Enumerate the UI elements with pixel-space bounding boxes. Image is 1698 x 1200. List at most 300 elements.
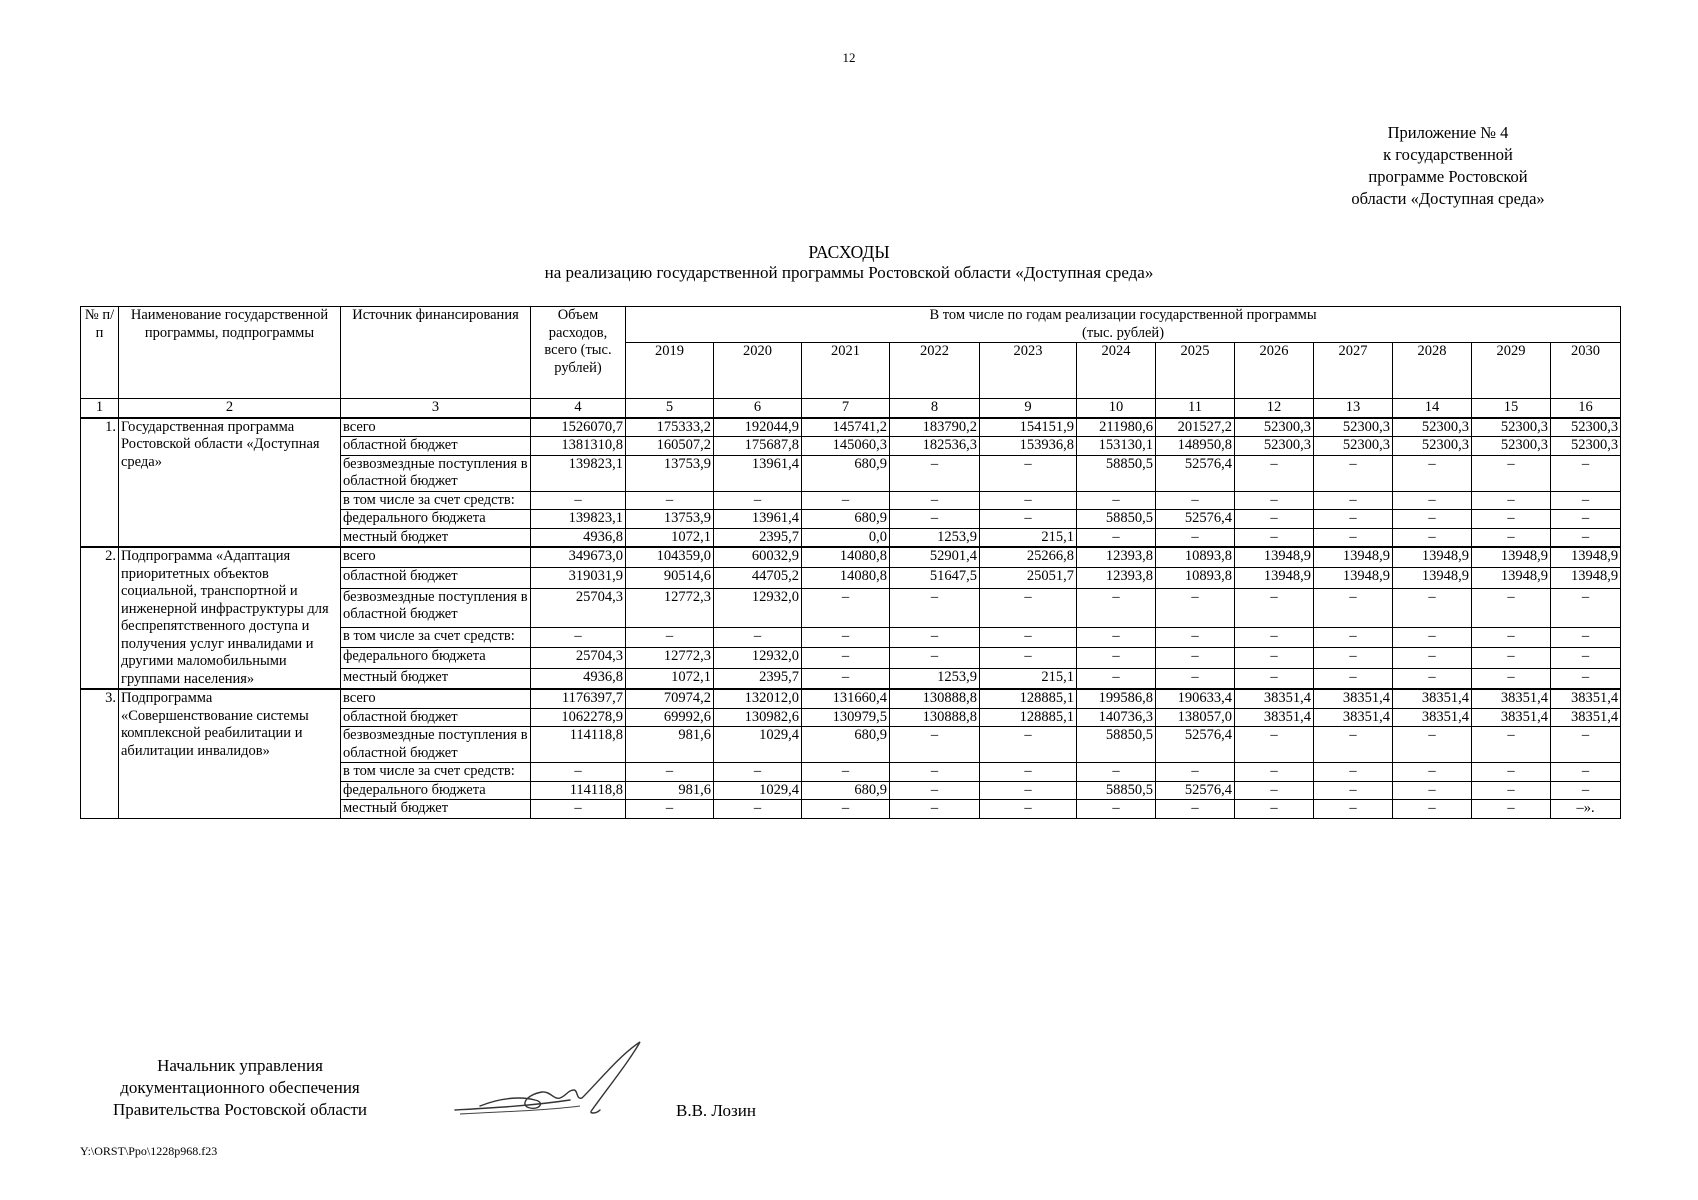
column-number: 3 [341, 399, 531, 418]
value-cell: 52300,3 [1314, 437, 1393, 456]
value-cell: – [626, 628, 714, 648]
signer-title [80, 1055, 400, 1121]
value-cell: 680,9 [802, 510, 890, 529]
value-cell: 58850,5 [1077, 455, 1156, 491]
value-cell: 13948,9 [1393, 547, 1472, 568]
value-cell: – [714, 628, 802, 648]
header-year: 2025 [1156, 343, 1235, 399]
value-cell: 1072,1 [626, 528, 714, 547]
value-cell: 58850,5 [1077, 510, 1156, 529]
header-year: 2022 [890, 343, 980, 399]
column-number: 7 [802, 399, 890, 418]
value-cell: 114118,8 [531, 727, 626, 763]
header-year: 2027 [1314, 343, 1393, 399]
value-cell: – [714, 800, 802, 819]
value-cell: – [1314, 648, 1393, 668]
value-cell: – [1235, 781, 1314, 800]
value-cell: 154151,9 [980, 418, 1077, 437]
funding-source: в том числе за счет средств: [341, 628, 531, 648]
value-cell: – [531, 628, 626, 648]
appendix-line: Приложение № 4 [1387, 123, 1509, 142]
value-cell: – [1393, 628, 1472, 648]
value-cell: 981,6 [626, 727, 714, 763]
value-cell: 52300,3 [1551, 437, 1621, 456]
value-cell: – [890, 588, 980, 627]
value-cell: 52901,4 [890, 547, 980, 568]
signer-title-line: документационного обеспечения [120, 1078, 360, 1097]
value-cell: – [1472, 668, 1551, 689]
column-number: 1 [81, 399, 119, 418]
header-year: 2024 [1077, 343, 1156, 399]
column-number: 6 [714, 399, 802, 418]
value-cell: – [890, 648, 980, 668]
value-cell: – [1472, 510, 1551, 529]
program-name: Государственная программа Ростовской области «Доступная среда» [119, 418, 341, 548]
value-cell: 90514,6 [626, 568, 714, 588]
value-cell: 12932,0 [714, 648, 802, 668]
value-cell: 2395,7 [714, 528, 802, 547]
value-cell: 190633,4 [1156, 689, 1235, 708]
value-cell: 38351,4 [1393, 708, 1472, 727]
value-cell: 131660,4 [802, 689, 890, 708]
handwritten-signature [450, 1040, 650, 1120]
value-cell: 13961,4 [714, 510, 802, 529]
value-cell: – [1393, 491, 1472, 510]
funding-source: безвозмездные поступления в областной бюджет [341, 455, 531, 491]
value-cell: – [1314, 727, 1393, 763]
appendix-line: области «Доступная среда» [1351, 189, 1545, 208]
value-cell: 25051,7 [980, 568, 1077, 588]
value-cell: – [1235, 628, 1314, 648]
header-total: Объем расходов, всего (тыс. рублей) [531, 307, 626, 399]
program-number: 2. [81, 547, 119, 689]
value-cell: 52576,4 [1156, 455, 1235, 491]
value-cell: 199586,8 [1077, 689, 1156, 708]
value-cell: – [1077, 763, 1156, 782]
value-cell: – [1393, 588, 1472, 627]
value-cell: 1176397,7 [531, 689, 626, 708]
value-cell: – [890, 781, 980, 800]
value-cell: – [1551, 763, 1621, 782]
value-cell: – [1156, 800, 1235, 819]
value-cell: 60032,9 [714, 547, 802, 568]
value-cell: – [1235, 491, 1314, 510]
value-cell: 52576,4 [1156, 781, 1235, 800]
value-cell: – [1472, 628, 1551, 648]
column-number: 2 [119, 399, 341, 418]
value-cell: – [1393, 510, 1472, 529]
value-cell: 38351,4 [1472, 708, 1551, 727]
value-cell: – [890, 727, 980, 763]
value-cell: – [1156, 588, 1235, 627]
value-cell: 52576,4 [1156, 727, 1235, 763]
program-name: Подпрограмма «Адаптация приоритетных объектов социальной, транспортной и инженерной инфраструктуры для беспрепятственного доступа и получения услуг инвалидами и другими маломобильными группами населения» [119, 547, 341, 689]
program-number: 1. [81, 418, 119, 548]
value-cell: – [1551, 510, 1621, 529]
value-cell: 680,9 [802, 455, 890, 491]
program-number: 3. [81, 689, 119, 818]
value-cell: 349673,0 [531, 547, 626, 568]
value-cell: 58850,5 [1077, 727, 1156, 763]
column-number: 5 [626, 399, 714, 418]
value-cell: 13948,9 [1551, 568, 1621, 588]
value-cell: 1062278,9 [531, 708, 626, 727]
value-cell: – [802, 491, 890, 510]
value-cell: – [626, 491, 714, 510]
value-cell: – [980, 781, 1077, 800]
value-cell: – [1235, 588, 1314, 627]
funding-source: безвозмездные поступления в областной бюджет [341, 588, 531, 627]
value-cell: – [1156, 763, 1235, 782]
value-cell: – [1393, 800, 1472, 819]
value-cell: – [1314, 628, 1393, 648]
value-cell: – [980, 727, 1077, 763]
value-cell: 104359,0 [626, 547, 714, 568]
value-cell: – [1077, 628, 1156, 648]
funding-source: в том числе за счет средств: [341, 491, 531, 510]
value-cell: – [1156, 668, 1235, 689]
funding-source: областной бюджет [341, 437, 531, 456]
header-year: 2020 [714, 343, 802, 399]
value-cell: 38351,4 [1314, 708, 1393, 727]
value-cell: – [1472, 727, 1551, 763]
value-cell: 1072,1 [626, 668, 714, 689]
value-cell: 13753,9 [626, 510, 714, 529]
value-cell: – [980, 628, 1077, 648]
value-cell: – [890, 800, 980, 819]
value-cell: 10893,8 [1156, 547, 1235, 568]
value-cell: – [1472, 588, 1551, 627]
value-cell: – [1393, 781, 1472, 800]
column-number: 13 [1314, 399, 1393, 418]
value-cell: – [626, 800, 714, 819]
value-cell: –». [1551, 800, 1621, 819]
value-cell: 680,9 [802, 727, 890, 763]
header-year: 2029 [1472, 343, 1551, 399]
funding-source: всего [341, 547, 531, 568]
table-body [81, 418, 1621, 819]
value-cell: 12393,8 [1077, 568, 1156, 588]
value-cell: – [531, 491, 626, 510]
header-year: 2030 [1551, 343, 1621, 399]
value-cell: – [802, 668, 890, 689]
value-cell: – [890, 491, 980, 510]
value-cell: – [802, 763, 890, 782]
value-cell: – [1156, 628, 1235, 648]
value-cell: 145741,2 [802, 418, 890, 437]
value-cell: – [1551, 455, 1621, 491]
value-cell: – [802, 628, 890, 648]
value-cell: – [1235, 668, 1314, 689]
value-cell: – [1314, 588, 1393, 627]
value-cell: 4936,8 [531, 528, 626, 547]
value-cell: 182536,3 [890, 437, 980, 456]
value-cell: 12772,3 [626, 648, 714, 668]
value-cell: 153936,8 [980, 437, 1077, 456]
value-cell: 153130,1 [1077, 437, 1156, 456]
value-cell: – [1551, 491, 1621, 510]
value-cell: – [1472, 800, 1551, 819]
value-cell: 201527,2 [1156, 418, 1235, 437]
value-cell: – [1314, 668, 1393, 689]
value-cell: – [980, 491, 1077, 510]
expenses-table [80, 306, 1621, 819]
value-cell: 13948,9 [1314, 568, 1393, 588]
value-cell: – [1551, 648, 1621, 668]
column-number: 14 [1393, 399, 1472, 418]
value-cell: 52300,3 [1393, 418, 1472, 437]
value-cell: 38351,4 [1472, 689, 1551, 708]
value-cell: – [980, 763, 1077, 782]
value-cell: 52300,3 [1551, 418, 1621, 437]
signer-title-line: Правительства Ростовской области [113, 1100, 367, 1119]
signer-name: В.В. Лозин [676, 1101, 756, 1120]
value-cell: 1029,4 [714, 781, 802, 800]
value-cell: – [1314, 763, 1393, 782]
value-cell: 52576,4 [1156, 510, 1235, 529]
column-number: 11 [1156, 399, 1235, 418]
value-cell: 38351,4 [1551, 689, 1621, 708]
value-cell: 145060,3 [802, 437, 890, 456]
funding-source: безвозмездные поступления в областной бюджет [341, 727, 531, 763]
table-row [81, 418, 1621, 437]
value-cell: 680,9 [802, 781, 890, 800]
value-cell: 25266,8 [980, 547, 1077, 568]
value-cell: – [1235, 763, 1314, 782]
value-cell: 139823,1 [531, 510, 626, 529]
value-cell: 38351,4 [1235, 708, 1314, 727]
funding-source: федерального бюджета [341, 648, 531, 668]
value-cell: – [1077, 668, 1156, 689]
value-cell: – [1472, 491, 1551, 510]
value-cell: 13961,4 [714, 455, 802, 491]
funding-source: всего [341, 689, 531, 708]
value-cell: – [531, 763, 626, 782]
file-path: Y:\ORST\Ppo\1228p968.f23 [80, 1144, 218, 1158]
value-cell: 12772,3 [626, 588, 714, 627]
header-years-group [626, 307, 1621, 343]
value-cell: 69992,6 [626, 708, 714, 727]
column-number: 15 [1472, 399, 1551, 418]
value-cell: – [1077, 800, 1156, 819]
value-cell: 1381310,8 [531, 437, 626, 456]
value-cell: 175333,2 [626, 418, 714, 437]
value-cell: – [980, 510, 1077, 529]
value-cell: 114118,8 [531, 781, 626, 800]
value-cell: 4936,8 [531, 668, 626, 689]
signer-title-line: Начальник управления [157, 1056, 323, 1075]
appendix-line: к государственной [1383, 145, 1513, 164]
document-title: РАСХОДЫ [808, 242, 890, 262]
value-cell: – [1393, 763, 1472, 782]
header-num: № п/п [81, 307, 119, 399]
value-cell: – [1077, 491, 1156, 510]
value-cell: 14080,8 [802, 568, 890, 588]
value-cell: 130982,6 [714, 708, 802, 727]
value-cell: 140736,3 [1077, 708, 1156, 727]
table-row [81, 689, 1621, 708]
value-cell: 13948,9 [1235, 547, 1314, 568]
column-number: 10 [1077, 399, 1156, 418]
value-cell: – [1314, 781, 1393, 800]
value-cell: – [1235, 727, 1314, 763]
header-year: 2023 [980, 343, 1077, 399]
value-cell: – [1472, 781, 1551, 800]
value-cell: – [1393, 668, 1472, 689]
value-cell: 13948,9 [1472, 547, 1551, 568]
value-cell: – [1314, 491, 1393, 510]
value-cell: 981,6 [626, 781, 714, 800]
value-cell: – [714, 491, 802, 510]
funding-source: федерального бюджета [341, 510, 531, 529]
value-cell: 130888,8 [890, 689, 980, 708]
header-year: 2026 [1235, 343, 1314, 399]
value-cell: – [1235, 510, 1314, 529]
value-cell: 139823,1 [531, 455, 626, 491]
column-number: 16 [1551, 399, 1621, 418]
value-cell: 192044,9 [714, 418, 802, 437]
value-cell: – [890, 763, 980, 782]
value-cell: – [1393, 528, 1472, 547]
value-cell: 215,1 [980, 528, 1077, 547]
value-cell: – [1235, 528, 1314, 547]
value-cell: – [802, 588, 890, 627]
value-cell: – [980, 648, 1077, 668]
value-cell: – [980, 588, 1077, 627]
value-cell: – [1551, 668, 1621, 689]
value-cell: – [1235, 648, 1314, 668]
value-cell: 183790,2 [890, 418, 980, 437]
value-cell: 215,1 [980, 668, 1077, 689]
value-cell: – [1077, 648, 1156, 668]
value-cell: – [1551, 628, 1621, 648]
value-cell: – [1156, 648, 1235, 668]
funding-source: местный бюджет [341, 668, 531, 689]
funding-source: в том числе за счет средств: [341, 763, 531, 782]
header-year: 2028 [1393, 343, 1472, 399]
value-cell: – [531, 800, 626, 819]
value-cell: 13948,9 [1393, 568, 1472, 588]
header-years-unit: (тыс. рублей) [1082, 324, 1165, 341]
funding-source: всего [341, 418, 531, 437]
value-cell: 10893,8 [1156, 568, 1235, 588]
value-cell: – [626, 763, 714, 782]
value-cell: 58850,5 [1077, 781, 1156, 800]
value-cell: 2395,7 [714, 668, 802, 689]
value-cell: 0,0 [802, 528, 890, 547]
value-cell: 52300,3 [1235, 437, 1314, 456]
value-cell: 175687,8 [714, 437, 802, 456]
value-cell: – [1235, 800, 1314, 819]
column-number: 12 [1235, 399, 1314, 418]
value-cell: – [1472, 528, 1551, 547]
table-row [81, 547, 1621, 568]
header-year: 2019 [626, 343, 714, 399]
funding-source: местный бюджет [341, 528, 531, 547]
value-cell: – [1393, 648, 1472, 668]
value-cell: – [1551, 727, 1621, 763]
value-cell: 44705,2 [714, 568, 802, 588]
column-number: 8 [890, 399, 980, 418]
table-header [81, 307, 1621, 418]
page-number: 12 [842, 50, 856, 65]
value-cell: 319031,9 [531, 568, 626, 588]
value-cell: 12932,0 [714, 588, 802, 627]
value-cell: 128885,1 [980, 708, 1077, 727]
value-cell: – [1551, 781, 1621, 800]
value-cell: 1029,4 [714, 727, 802, 763]
value-cell: 130979,5 [802, 708, 890, 727]
value-cell: – [1472, 455, 1551, 491]
value-cell: 52300,3 [1393, 437, 1472, 456]
value-cell: 38351,4 [1393, 689, 1472, 708]
value-cell: 25704,3 [531, 588, 626, 627]
header-source: Источник финансирования [341, 307, 531, 399]
value-cell: – [714, 763, 802, 782]
value-cell: 38351,4 [1314, 689, 1393, 708]
funding-source: областной бюджет [341, 708, 531, 727]
program-name: Подпрограмма «Совершенствование системы комплексной реабилитации и абилитации инвалидов» [119, 689, 341, 818]
value-cell: 51647,5 [890, 568, 980, 588]
value-cell: 13948,9 [1551, 547, 1621, 568]
header-name: Наименование государственной программы, подпрограммы [119, 307, 341, 399]
funding-source: федерального бюджета [341, 781, 531, 800]
value-cell: 52300,3 [1472, 437, 1551, 456]
value-cell: – [1156, 528, 1235, 547]
value-cell: 25704,3 [531, 648, 626, 668]
value-cell: – [1235, 455, 1314, 491]
value-cell: 128885,1 [980, 689, 1077, 708]
value-cell: 14080,8 [802, 547, 890, 568]
value-cell: 1253,9 [890, 668, 980, 689]
value-cell: – [1077, 528, 1156, 547]
value-cell: 52300,3 [1314, 418, 1393, 437]
value-cell: 1253,9 [890, 528, 980, 547]
value-cell: – [1472, 763, 1551, 782]
column-number: 4 [531, 399, 626, 418]
value-cell: 138057,0 [1156, 708, 1235, 727]
value-cell: – [890, 510, 980, 529]
value-cell: – [1393, 455, 1472, 491]
value-cell: – [980, 455, 1077, 491]
funding-source: местный бюджет [341, 800, 531, 819]
header-years-group-label: В том числе по годам реализации государственной программы [929, 307, 1317, 323]
value-cell: – [802, 800, 890, 819]
value-cell: 132012,0 [714, 689, 802, 708]
value-cell: – [890, 455, 980, 491]
value-cell: – [1393, 727, 1472, 763]
value-cell: 52300,3 [1472, 418, 1551, 437]
value-cell: 13948,9 [1235, 568, 1314, 588]
value-cell: – [1314, 510, 1393, 529]
funding-source: областной бюджет [341, 568, 531, 588]
value-cell: – [1077, 588, 1156, 627]
value-cell: – [1156, 491, 1235, 510]
appendix-caption [1318, 122, 1578, 210]
value-cell: 160507,2 [626, 437, 714, 456]
value-cell: – [802, 648, 890, 668]
value-cell: 70974,2 [626, 689, 714, 708]
value-cell: – [1472, 648, 1551, 668]
value-cell: 52300,3 [1235, 418, 1314, 437]
value-cell: 12393,8 [1077, 547, 1156, 568]
value-cell: 38351,4 [1235, 689, 1314, 708]
value-cell: – [1314, 455, 1393, 491]
value-cell: – [1314, 528, 1393, 547]
value-cell: – [1314, 800, 1393, 819]
value-cell: 211980,6 [1077, 418, 1156, 437]
appendix-line: программе Ростовской [1368, 167, 1528, 186]
